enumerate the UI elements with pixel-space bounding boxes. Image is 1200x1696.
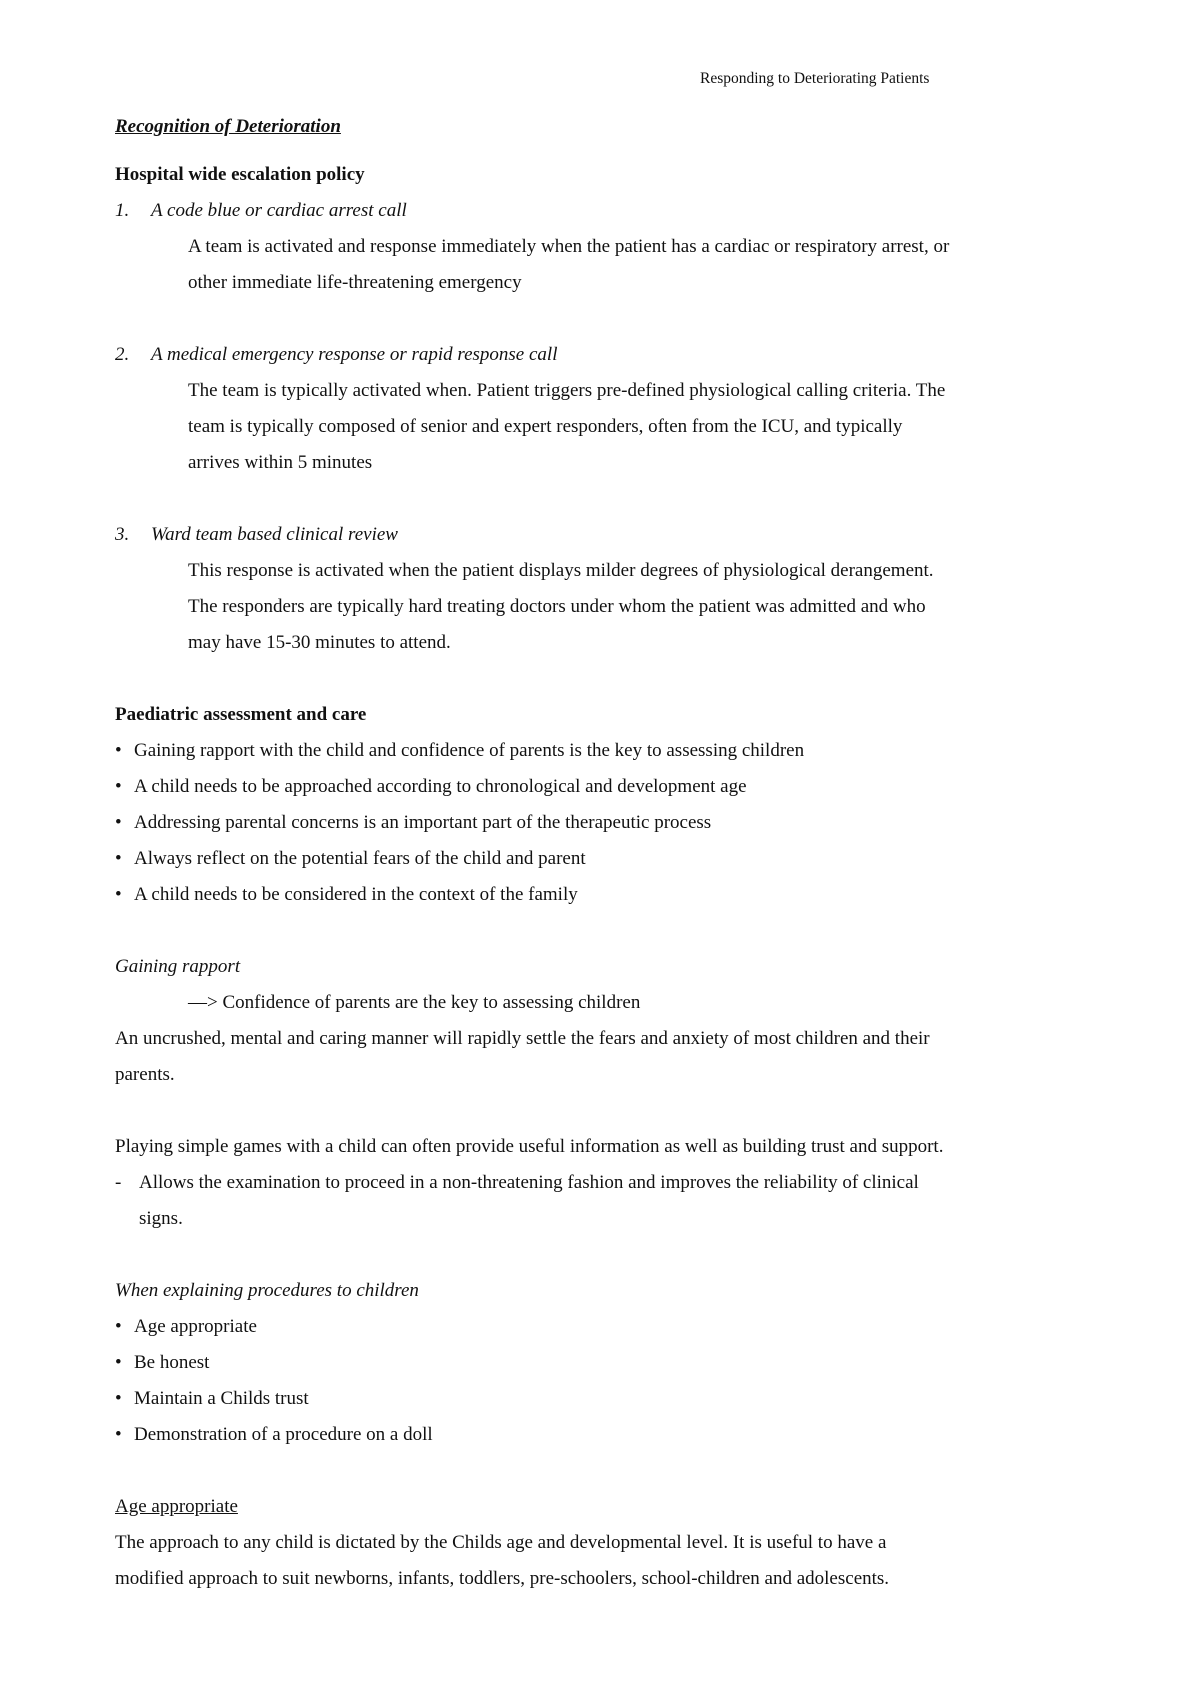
dash-glyph: -	[115, 1172, 122, 1193]
escalation-item-1-number: 1.	[115, 200, 130, 221]
bullet-glyph: •	[115, 776, 122, 797]
bullet-glyph: •	[115, 812, 122, 833]
rapport-paragraph-line: An uncrushed, mental and caring manner will rapidly settle the fears and anxiety of most children and their	[115, 1028, 930, 1049]
age-paragraph-line: modified approach to suit newborns, infants, toddlers, pre-schoolers, school-children and adolescents.	[115, 1568, 890, 1589]
paediatric-bullet-text: A child needs to be approached according to chronological and development age	[134, 776, 747, 797]
paediatric-bullet-text: A child needs to be considered in the context of the family	[134, 884, 578, 905]
explaining-bullet-item	[115, 1317, 257, 1336]
escalation-item-2-title-text: A medical emergency response or rapid response call	[151, 344, 558, 365]
explaining-bullet-item	[115, 1389, 309, 1408]
explaining-bullet-item	[115, 1353, 209, 1372]
escalation-item-1-line: other immediate life-threatening emergency	[188, 272, 522, 293]
bullet-glyph: •	[115, 1388, 122, 1409]
escalation-item-2-number: 2.	[115, 344, 130, 365]
explaining-bullet-text: Be honest	[134, 1352, 210, 1373]
bullet-glyph: •	[115, 1316, 122, 1337]
heading-explaining-procedures: When explaining procedures to children	[115, 1280, 419, 1301]
rapport-paragraph-line: parents.	[115, 1064, 175, 1085]
running-header: Responding to Deteriorating Patients	[700, 70, 930, 87]
games-dash-text: Allows the examination to proceed in a non-threatening fashion and improves the reliability of clinical	[139, 1172, 919, 1193]
explaining-bullet-text: Demonstration of a procedure on a doll	[134, 1424, 433, 1445]
bullet-glyph: •	[115, 1424, 122, 1445]
bullet-glyph: •	[115, 1352, 122, 1373]
bullet-glyph: •	[115, 884, 122, 905]
heading-paediatric-assessment: Paediatric assessment and care	[115, 704, 367, 725]
explaining-bullet-text: Maintain a Childs trust	[134, 1388, 309, 1409]
escalation-item-2-line: The team is typically activated when. Patient triggers pre-defined physiological calling criteria. The	[188, 380, 946, 401]
heading-age-appropriate: Age appropriate	[115, 1496, 238, 1517]
paediatric-bullet-item	[115, 741, 804, 760]
section-title-recognition: Recognition of Deterioration	[115, 116, 341, 137]
escalation-item-1-line: A team is activated and response immediately when the patient has a cardiac or respiratory arrest, or	[188, 236, 950, 257]
bullet-glyph: •	[115, 740, 122, 761]
escalation-item-2-line: arrives within 5 minutes	[188, 452, 373, 473]
escalation-item-3-line: The responders are typically hard treating doctors under whom the patient was admitted and who	[188, 596, 926, 617]
bullet-glyph: •	[115, 848, 122, 869]
explaining-bullet-item	[115, 1425, 433, 1444]
heading-escalation-policy: Hospital wide escalation policy	[115, 164, 365, 185]
escalation-item-3-title	[115, 525, 398, 544]
games-dash-item	[115, 1173, 919, 1192]
paediatric-bullet-item	[115, 777, 747, 796]
paediatric-bullet-item	[115, 885, 578, 904]
escalation-item-1-title	[115, 201, 407, 220]
escalation-item-1-title-text: A code blue or cardiac arrest call	[151, 200, 407, 221]
escalation-item-2-title	[115, 345, 557, 364]
escalation-item-3-line: This response is activated when the patient displays milder degrees of physiological derangement.	[188, 560, 934, 581]
paediatric-bullet-text: Gaining rapport with the child and confidence of parents is the key to assessing children	[134, 740, 805, 761]
paediatric-bullet-text: Addressing parental concerns is an important part of the therapeutic process	[134, 812, 712, 833]
paediatric-bullet-item	[115, 849, 586, 868]
paediatric-bullet-item	[115, 813, 711, 832]
rapport-arrow-line: —> Confidence of parents are the key to assessing children	[188, 992, 641, 1013]
games-dash-continuation: signs.	[139, 1208, 183, 1229]
escalation-item-2-line: team is typically composed of senior and expert responders, often from the ICU, and typically	[188, 416, 903, 437]
age-paragraph-line: The approach to any child is dictated by the Childs age and developmental level. It is useful to have a	[115, 1532, 887, 1553]
escalation-item-3-title-text: Ward team based clinical review	[151, 524, 398, 545]
heading-gaining-rapport: Gaining rapport	[115, 956, 241, 977]
paediatric-bullet-text: Always reflect on the potential fears of the child and parent	[134, 848, 586, 869]
games-paragraph: Playing simple games with a child can often provide useful information as well as building trust and support.	[115, 1136, 944, 1157]
escalation-item-3-line: may have 15-30 minutes to attend.	[188, 632, 451, 653]
escalation-item-3-number: 3.	[115, 524, 130, 545]
explaining-bullet-text: Age appropriate	[134, 1316, 257, 1337]
